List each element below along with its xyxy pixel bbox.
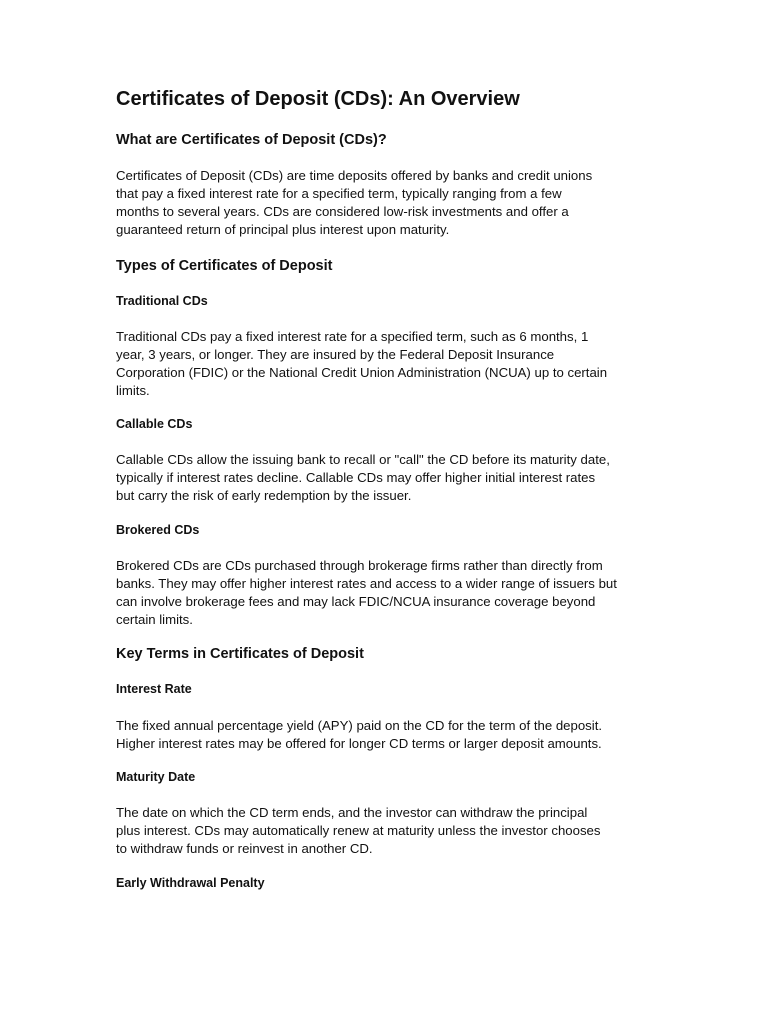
section-heading-key-terms: Key Terms in Certificates of Deposit (116, 646, 364, 662)
paragraph-traditional (116, 328, 607, 400)
paragraph-line: guaranteed return of principal plus interest upon maturity. (116, 222, 450, 237)
subheading-early-withdrawal-penalty: Early Withdrawal Penalty (116, 876, 265, 890)
paragraph-line: banks. They may offer higher interest rates and access to a wider range of issuers but (116, 576, 617, 591)
subheading-brokered: Brokered CDs (116, 523, 200, 537)
paragraph-line: Corporation (FDIC) or the National Credit Union Administration (NCUA) up to certain (116, 365, 608, 380)
paragraph-line: but carry the risk of early redemption by the issuer. (116, 488, 412, 503)
paragraph-brokered (116, 557, 617, 629)
paragraph-line: year, 3 years, or longer. They are insured by the Federal Deposit Insurance (116, 347, 555, 362)
subheading-interest-rate: Interest Rate (116, 682, 192, 696)
paragraph-line: The date on which the CD term ends, and the investor can withdraw the principal (116, 805, 588, 820)
paragraph-line: Brokered CDs are CDs purchased through brokerage firms rather than directly from (116, 558, 603, 573)
paragraph-line: typically if interest rates decline. Callable CDs may offer higher initial interest rates (116, 470, 596, 485)
paragraph-line: Higher interest rates may be offered for longer CD terms or larger deposit amounts. (116, 736, 602, 751)
paragraph-line: Callable CDs allow the issuing bank to recall or "call" the CD before its maturity date, (116, 452, 610, 467)
paragraph-line: can involve brokerage fees and may lack FDIC/NCUA insurance coverage beyond (116, 594, 596, 609)
paragraph-line: certain limits. (116, 612, 193, 627)
paragraph-maturity-date (116, 804, 600, 858)
paragraph-line: to withdraw funds or reinvest in another CD. (116, 841, 373, 856)
paragraph-line: that pay a fixed interest rate for a specified term, typically ranging from a few (116, 186, 562, 201)
paragraph-line: Traditional CDs pay a fixed interest rate for a specified term, such as 6 months, 1 (116, 329, 589, 344)
section-heading-types: Types of Certificates of Deposit (116, 258, 333, 274)
subheading-callable: Callable CDs (116, 417, 193, 431)
document-title: Certificates of Deposit (CDs): An Overview (116, 88, 520, 110)
subheading-traditional: Traditional CDs (116, 294, 208, 308)
paragraph-line: Certificates of Deposit (CDs) are time deposits offered by banks and credit unions (116, 168, 593, 183)
paragraph-line: plus interest. CDs may automatically renew at maturity unless the investor chooses (116, 823, 601, 838)
paragraph-line: months to several years. CDs are considered low-risk investments and offer a (116, 204, 569, 219)
paragraph-line: limits. (116, 383, 150, 398)
paragraph-callable (116, 451, 610, 505)
subheading-maturity-date: Maturity Date (116, 770, 196, 784)
section-heading-what: What are Certificates of Deposit (CDs)? (116, 132, 387, 148)
paragraph-interest-rate (116, 717, 602, 753)
paragraph-what (116, 167, 592, 239)
paragraph-line: The fixed annual percentage yield (APY) paid on the CD for the term of the deposit. (116, 718, 603, 733)
